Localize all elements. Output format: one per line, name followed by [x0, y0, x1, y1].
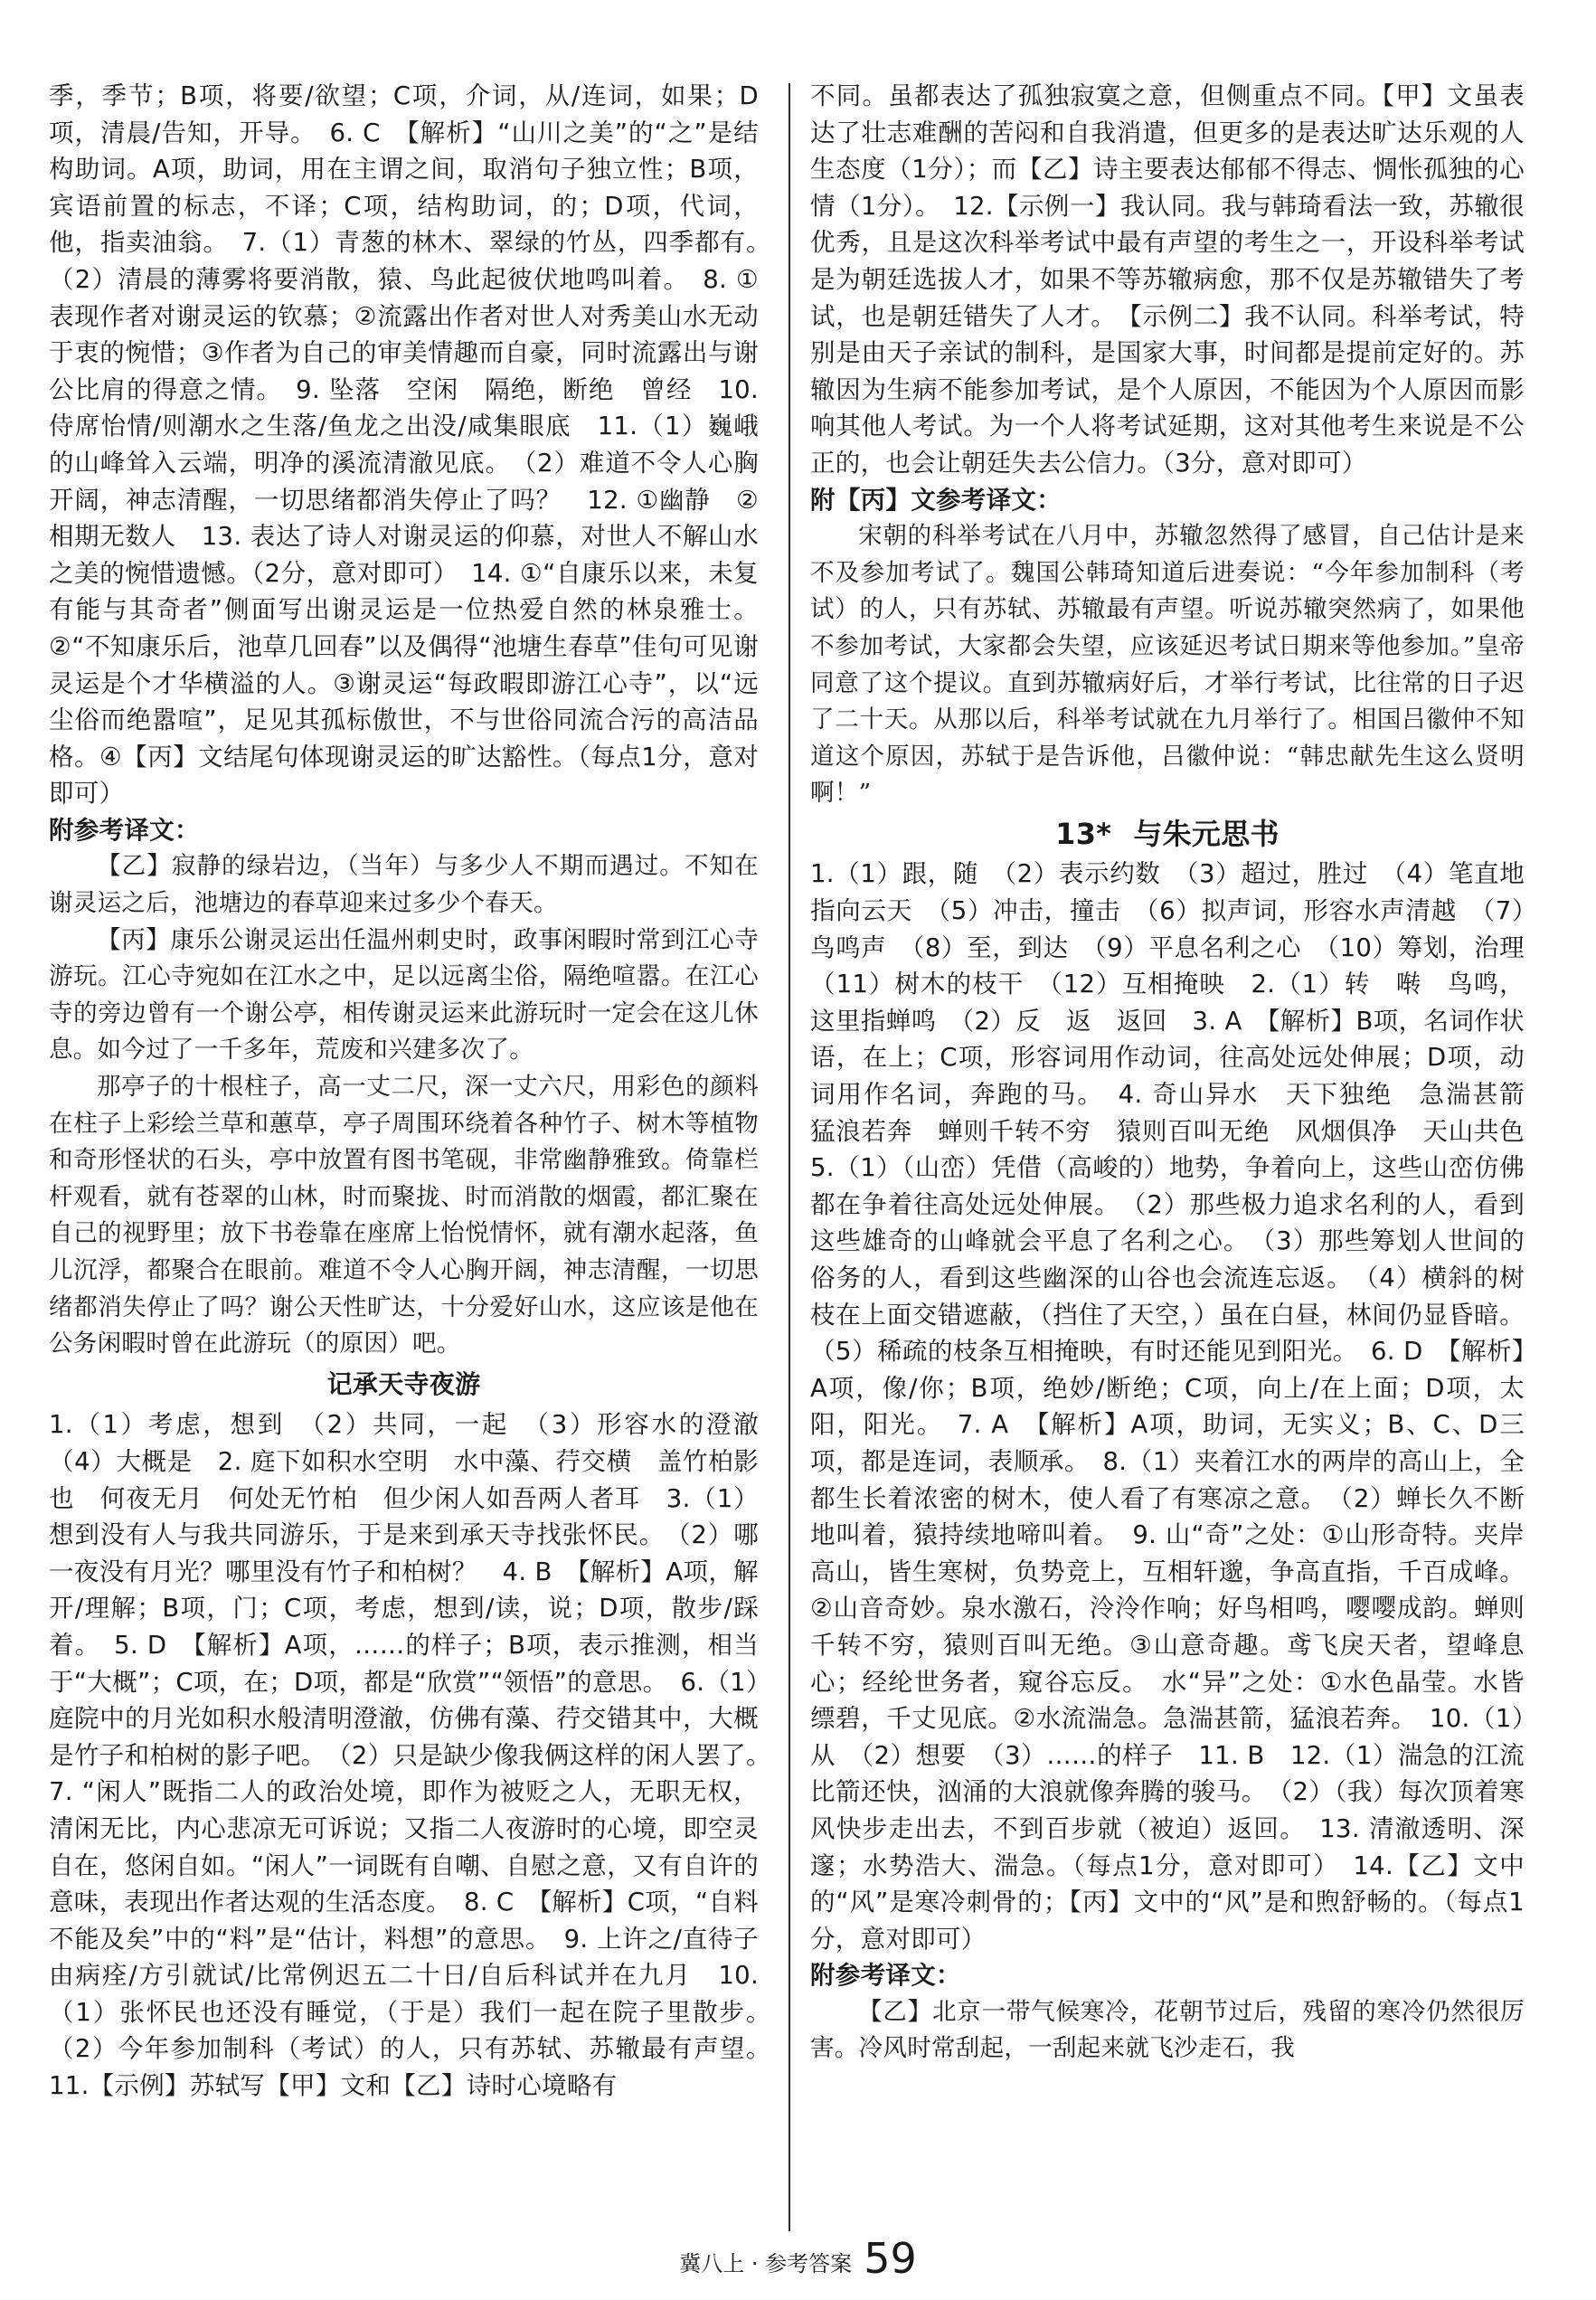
answers-block-2: 1.（1）考虑，想到 （2）共同，一起 （3）形容水的澄澈 （4）大概是 2. 庭下如积水空明 水中藻、荇交横 盖竹柏影也 何夜无月 何处无竹柏 但少闲人如吾两人者耳 3.（1）想到没有人与我共同游乐，于是来到承天寺找张怀民。 （2）哪一夜没有月光？哪里没有竹子和柏树？ 4. B 【解析】A项，解开/理解；B项，门；C项，考虑，想到/读，说；D项，散步/踩着。 5. D 【解析】A项，……的样子；B项，表示推测，相当于“大概”；C项，在；D项，都是“欣赏”“领悟”的意思。 6.（1）庭院中的月光如积水般清明澄澈，仿佛有藻、荇交错其中，大概是竹子和柏树的影子吧。 （2）只是缺少像我俩这样的闲人罢了。 7. “闲人”既指二人的政治处境，即作为被贬之人，无职无权，清闲无比，内心悲凉无可诉说；又指二人夜游时的心境，即空灵自在，悠闲自如。“闲人”一词既有自嘲、自慰之意，又有自许的意味，表现出作者达观的生活态度。 8. C 【解析】C项，“自料不能及矣”中的“料”是“估计，料想”的意思。 9. 上许之/直待子由病痊/方引就试/比常例迟五二十日/自后科试并在九月 10.（1）张怀民也还没有睡觉，（于是）我们一起在院子里散步。 （2）今年参加制科（考试）的人，只有苏轼、苏辙最有声望。 11.【示例】苏轼写【甲】文和【乙】诗时心境略有 [49, 1410, 784, 2101]
column-divider [789, 83, 790, 2231]
section-title: 记承天寺夜游 [326, 1368, 481, 1399]
lesson-number: 13* [1055, 816, 1112, 851]
answers-block-1: 季，季节；B项，将要/欲望；C项，介词，从/连词，如果；D项，清晨/告知，开导。 6. C 【解析】“山川之美”的“之”是结构助词。A项，助词，用在主谓之间，取消句子独立性；B项，宾语前置的标志，不译；C项，结构助词，的；D项，代词，他，指卖油翁。 7.（1）青葱的林木、翠绿的竹丛，四季都有。 （2）清晨的薄雾将要消散，猿、鸟此起彼伏地鸣叫着。 8. ①表现作者对谢灵运的钦慕；②流露出作者对世人对秀美山水无动于衷的惋惜；③作者为自己的审美情趣而自豪，同时流露出与谢公比肩的得意之情。 9. 坠落 空闲 隔绝，断绝 曾经 10. 侍席怡情/则潮水之生落/鱼龙之出没/咸集眼底 11.（1）巍峨的山峰耸入云端，明净的溪流清澈见底。 （2）难道不令人心胸开阔，神志清醒，一切思绪都消失停止了吗？ 12. ①幽静 ②相期无数人 13. 表达了诗人对谢灵运的仰慕，对世人不解山水之美的惋惜遗憾。（2分，意对即可） 14. ①“自康乐以来，未复有能与其奇者”侧面写出谢灵运是一位热爱自然的林泉雅士。②“不知康乐后，池草几回春”以及偶得“池塘生春草”佳句可见谢灵运是个才华横溢的人。③谢灵运“每政暇即游江心寺”，以“远尘俗而绝嚣喧”，足见其孤标傲世，不与世俗同流合污的高洁品格。④【丙】文结尾句体现谢灵运的旷达豁性。（每点1分，意对即可） [49, 81, 784, 809]
answers-block-1: 不同。虽都表达了孤独寂寞之意，但侧重点不同。【甲】文虽表达了壮志难酬的苦闷和自我消遣，但更多的是表达旷达乐观的人生态度（1分）；而【乙】诗主要表达郁郁不得志、惆怅孤独的心情（1分）。 12.【示例一】我认同。我与韩琦看法一致，苏辙很优秀，且是这次科举考试中最有声望的考生之一，开设科举考试是为朝廷选拔人才，如果不等苏辙病愈，那不仅是苏辙错失了考试，也是朝廷错失了人才。 【示例二】我不认同。科举考试，特别是由天子亲试的制科，是国家大事，时间都是提前定好的。苏辙因为生病不能参加考试，是个人原因，不能因为个人原因而影响其他人考试。为一个人将考试延期，这对其他考生来说是不公正的，也会让朝廷失去公信力。（3分，意对即可） [810, 81, 1525, 478]
translation-paragraph: 【乙】寂静的绿岩边，（当年）与多少人不期而遇过。不知在谢灵运之后，池塘边的春草迎来过多少个春天。 [49, 852, 759, 918]
translation-paragraph: 那亭子的十根柱子，高一丈二尺，深一丈六尺，用彩色的颜料在柱子上彩绘兰草和蕙草，亭子周围环绕着各种竹子、树木等植物和奇形怪状的石头，亭中放置有图书笔砚，非常幽静雅致。倚靠栏杆观看，就有苍翠的山林，时而聚拢、时而消散的烟霞，都汇聚在自己的视野里；放下书卷靠在座席上怡悦情怀，就有潮水起落，鱼儿沉浮，都聚合在眼前。难道不令人心胸开阔，神志清醒，一切思绪都消失停止了吗？谢公天性旷达，十分爱好山水，这应该是他在公务闲暇时曾在此游玩（的原因）吧。 [49, 1073, 759, 1358]
lesson-name: 与朱元思书 [1133, 816, 1280, 851]
footer-label: 冀八上 · 参考答案 [679, 2251, 853, 2276]
translation-paragraph: 【乙】北京一带气候寒冷，花朝节过后，残留的寒冷仍然很厉害。冷风时常刮起，一刮起来就飞沙走石，我 [810, 1997, 1525, 2063]
left-column [49, 78, 784, 2105]
page-number: 59 [864, 2234, 917, 2283]
right-column [810, 78, 1550, 2068]
reference-translation-label: 附【丙】文参考译文： [810, 485, 1062, 515]
lesson-title [810, 816, 1525, 853]
translation-paragraph: 【丙】康乐公谢灵运出任温州刺史时，政事闲暇时常到江心寺游玩。江心寺宛如在江水之中，足以远离尘俗，隔绝喧嚣。在江心寺的旁边曾有一个谢公亭，相传谢灵运来此游玩时一定会在这儿休息。如今过了一千多年，荒废和兴建多次了。 [49, 925, 759, 1065]
reference-translation-label: 附参考译文： [810, 1961, 961, 1991]
page-footer [0, 2234, 1596, 2283]
reference-translation-label: 附参考译文： [49, 815, 200, 845]
answers-block-2: 1.（1）跟，随 （2）表示约数 （3）超过，胜过 （4）笔直地指向云天 （5）冲击，撞击 （6）拟声词，形容水声清越 （7）鸟鸣声 （8）至，到达 （9）平息名利之心 （10）筹划，治理 （11）树木的枝干 （12）互相掩映 2.（1）转 啭 鸟鸣，这里指蝉鸣 （2）反 返 返回 3. A 【解析】B项，名词作状语，在上；C项，形容词用作动词，往高处远处伸展；D项，动词用作名词，奔跑的马。 4. 奇山异水 天下独绝 急湍甚箭 猛浪若奔 蝉则千转不穷 猿则百叫无绝 风烟俱净 天山共色 5.（1）（山峦）凭借（高峻的）地势，争着向上，这些山峦仿佛都在争着往高处远处伸展。 （2）那些极力追求名利的人，看到这些雄奇的山峰就会平息了名利之心。 （3）那些筹划人世间的俗务的人，看到这些幽深的山谷也会流连忘返。 （4）横斜的树枝在上面交错遮蔽，（挡住了天空，）虽在白昼，林间仍显昏暗。（5）稀疏的枝条互相掩映，有时还能见到阳光。 6. D 【解析】A项，像/你；B项，绝妙/断绝；C项，向上/在上面；D项，太阳，阳光。 7. A 【解析】A项，助词，无实义；B、C、D三项，都是连词，表顺承。 8.（1）夹着江水的两岸的高山上，全都生长着浓密的树木，使人看了有寒凉之意。 （2）蝉长久不断地叫着，猿持续地啼叫着。 9. 山“奇”之处：①山形奇特。夹岸高山，皆生寒树，负势竞上，互相轩邈，争高直指，千百成峰。②山音奇妙。泉水激石，泠泠作响；好鸟相鸣，嘤嘤成韵。蝉则千转不穷，猿则百叫无绝。③山意奇趣。鸢飞戾天者，望峰息心；经纶世务者，窥谷忘反。 水“异”之处：①水色晶莹。水皆缥碧，千丈见底。②水流湍急。急湍甚箭，猛浪若奔。 10.（1）从 （2）想要 （3）……的样子 11. B 12.（1）湍急的江流比箭还快，汹涌的大浪就像奔腾的骏马。 （2）（我）每次顶着寒风快步走出去，不到百步就（被迫）返回。 13. 清澈透明、深邃；水势浩大、湍急。（每点1分，意对即可） 14.【乙】文中的“风”是寒冷刺骨的；【丙】文中的“风”是和煦舒畅的。（每点1分，意对即可） [810, 859, 1550, 1954]
translation-paragraph: 宋朝的科举考试在八月中，苏辙忽然得了感冒，自己估计是来不及参加考试了。魏国公韩琦知道后进奏说：“今年参加制科（考试）的人，只有苏轼、苏辙最有声望。听说苏辙突然病了，如果他不参加考试，大家都会失望，应该延迟考试日期来等他参加。”皇帝同意了这个提议。直到苏辙病好后，才举行考试，比往常的日子迟了二十天。从那以后，科举考试就在九月举行了。相国吕徽仲不知道这个原因，苏轼于是告诉他，吕徽仲说：“韩忠献先生这么贤明啊！” [810, 522, 1525, 808]
